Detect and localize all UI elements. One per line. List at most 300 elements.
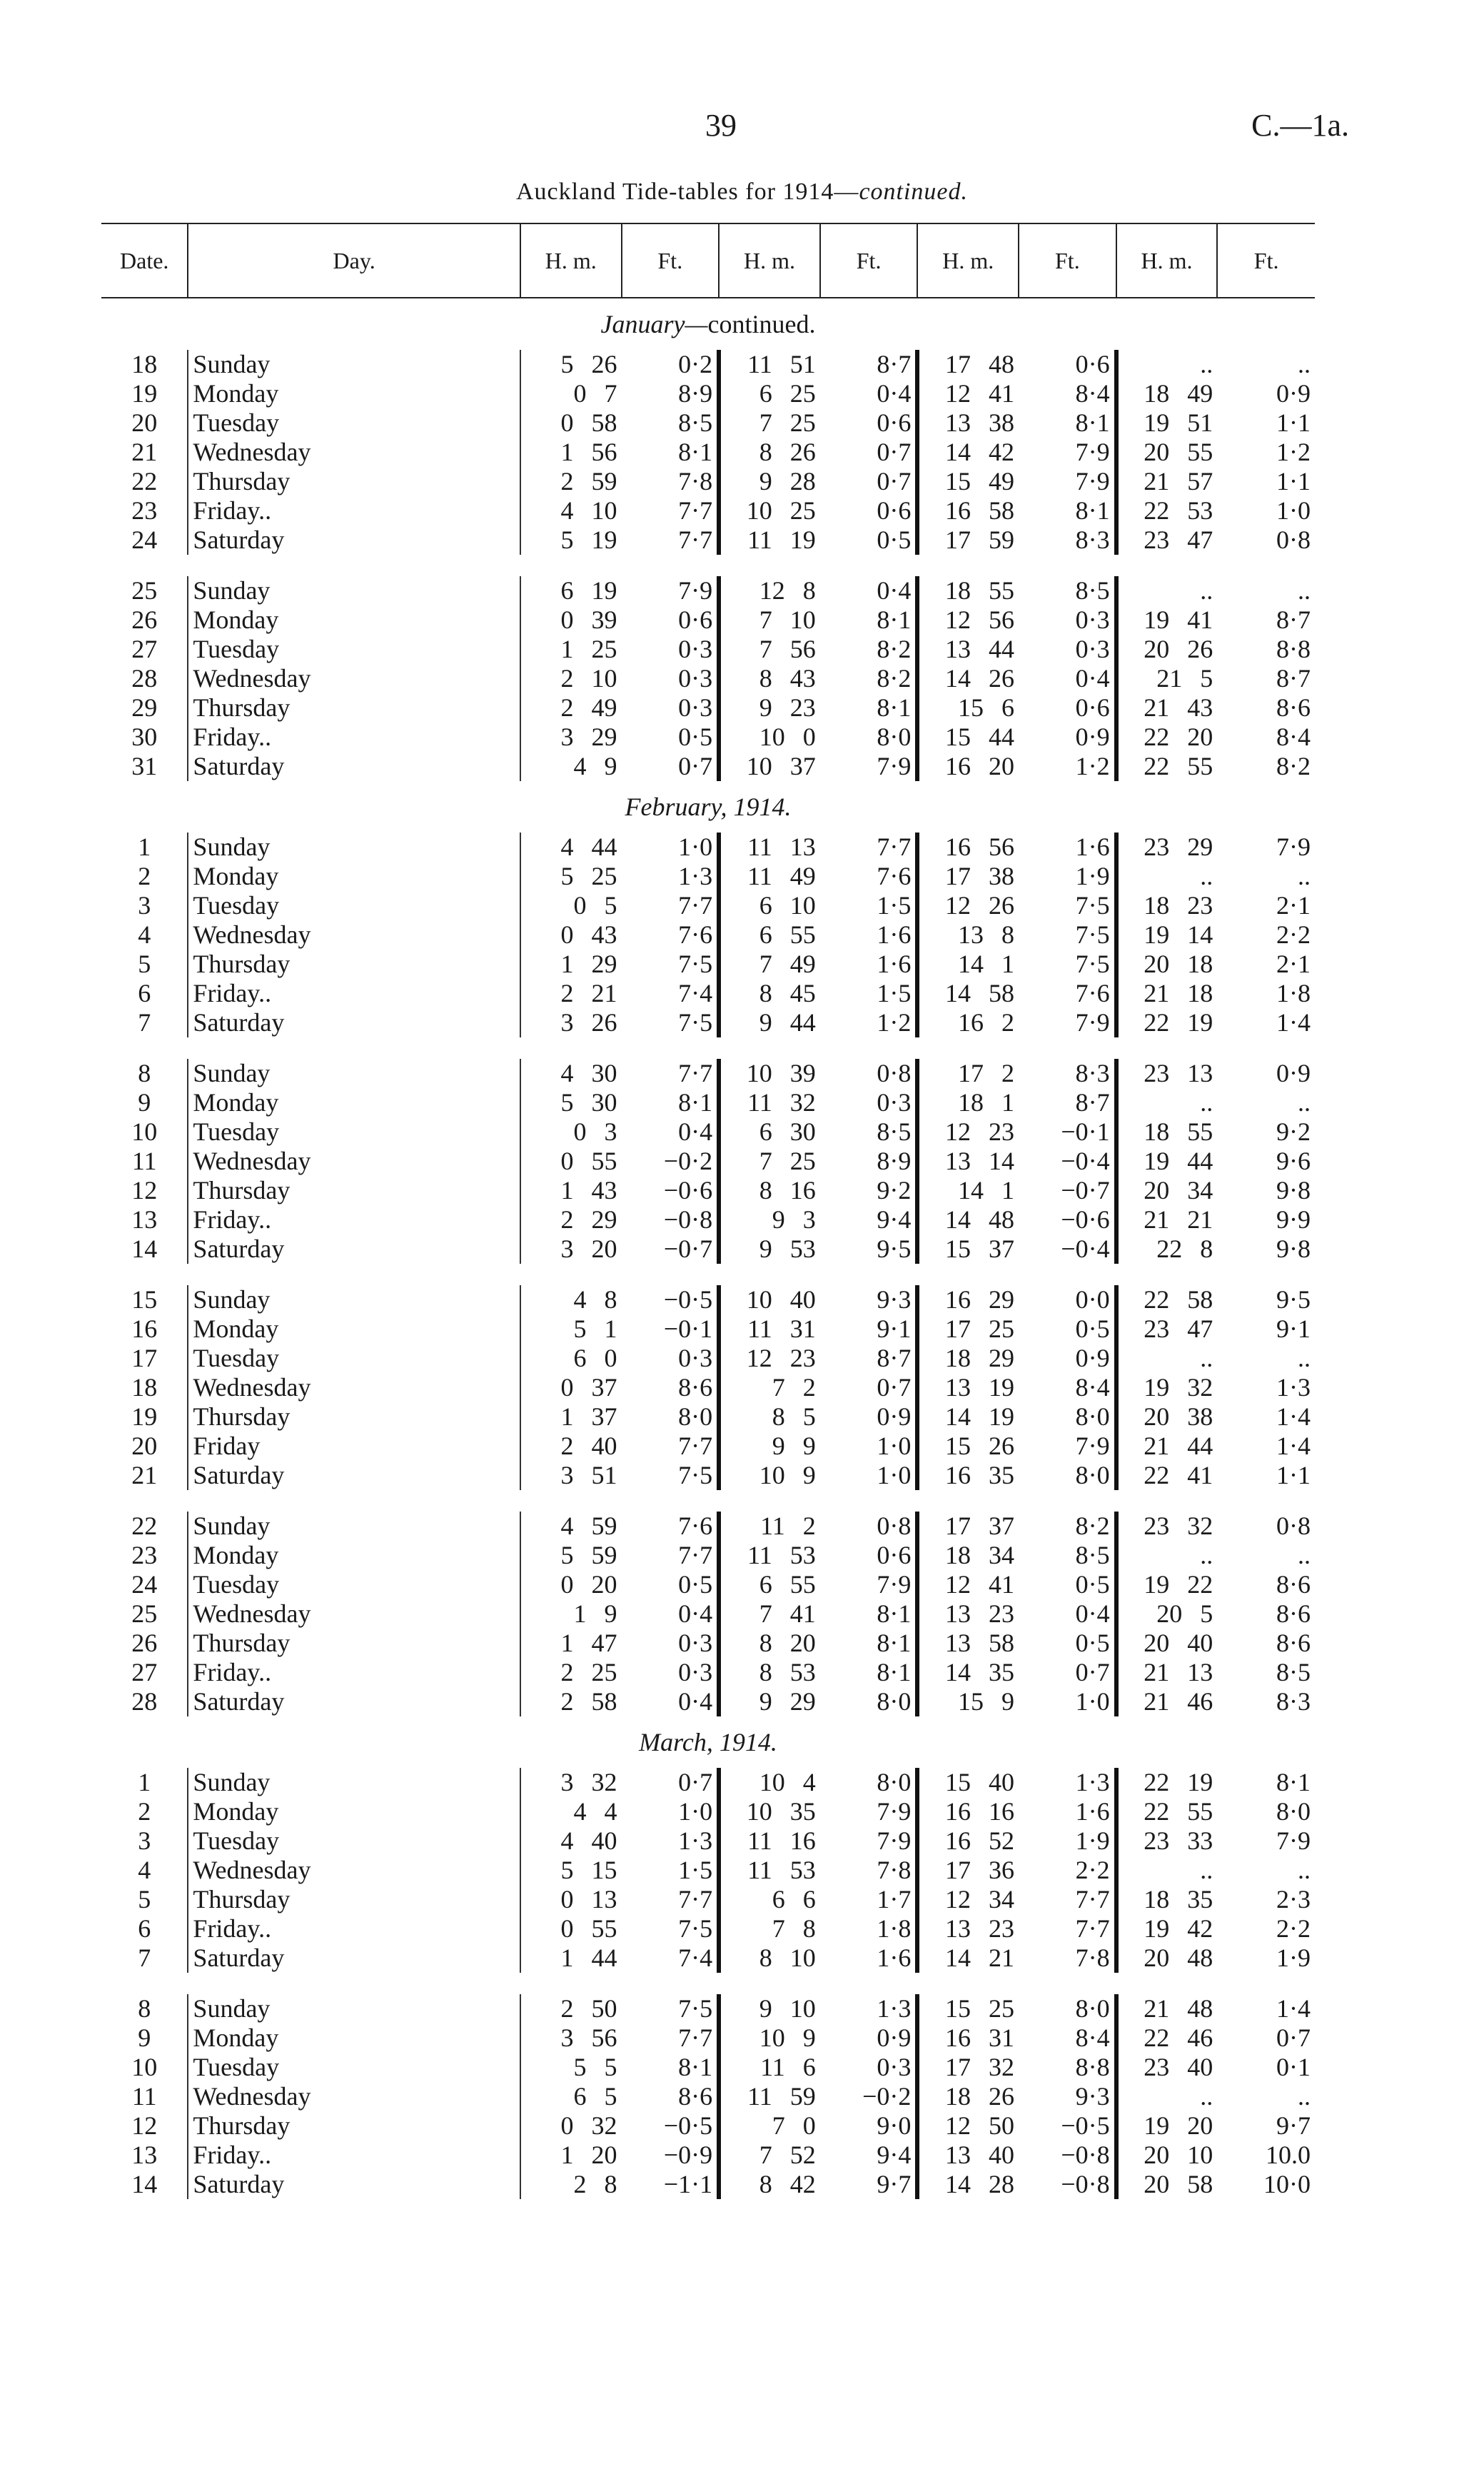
day-name: Sunday [193,350,271,378]
height-cell: 0·9 [1075,1344,1110,1372]
date-cell: 11 [131,2082,157,2111]
height-cell: 0·7 [877,1373,912,1402]
time-cell: 21 43 [1116,693,1218,723]
height-cell: 7·7 [678,526,713,554]
day-cell [188,1797,520,1826]
height-cell: −0·4 [1061,1147,1110,1175]
time-cell: 22 53 [1116,496,1218,526]
height-cell: −0·7 [1061,1176,1110,1205]
height-cell: 0·4 [678,1117,713,1146]
day-name: Wednesday [193,1856,311,1884]
day-cell [188,2053,520,2082]
time-cell: 4 9 [520,752,622,781]
time-cell: 23 33 [1116,1826,1218,1856]
time-cell: 22 19 [1116,1008,1218,1037]
day-cell [188,467,520,496]
height-cell: .. [1298,1344,1311,1372]
day-name: Tuesday [193,891,280,920]
height-cell: 7·7 [678,1885,713,1914]
day-cell [188,526,520,555]
height-cell: −1·1 [663,2170,713,2198]
day-name: Wednesday [193,664,311,693]
height-cell: 7·7 [678,2023,713,2052]
height-cell: 1·9 [1075,862,1110,890]
height-cell: 7·4 [678,979,713,1007]
height-cell: 8·0 [1075,1994,1110,2023]
height-cell: 8·9 [877,1147,912,1175]
height-cell: −0·1 [1061,1117,1110,1146]
date-cell: 22 [131,467,158,496]
height-cell: 0·7 [1276,2023,1311,2052]
height-cell: 7·6 [678,920,713,949]
height-cell: 8·1 [877,1629,912,1657]
height-cell: 8·1 [877,693,912,722]
day-name: Sunday [193,1768,271,1796]
height-cell: 2·2 [1276,1914,1311,1943]
time-cell: 9 9 [719,1432,820,1461]
day-cell [188,1856,520,1885]
height-cell: 7·4 [678,1944,713,1972]
height-cell: 1·0 [678,1797,713,1826]
time-cell: 7 56 [719,635,820,664]
time-cell: 5 19 [520,526,622,555]
table-row [101,2023,1315,2053]
time-cell: 0 3 [520,1117,622,1147]
header-height-2: Ft. [820,223,918,298]
height-cell: 7·7 [678,496,713,525]
time-cell: 18 55 [1116,1117,1218,1147]
time-cell: 1 29 [520,950,622,979]
date-cell: 19 [131,379,158,408]
height-cell: 0·8 [877,1512,912,1540]
week-spacer [101,555,1315,576]
day-cell [188,1373,520,1402]
height-cell: 9·5 [1276,1285,1311,1314]
time-cell: 22 20 [1116,723,1218,752]
table-row [101,1117,1315,1147]
time-cell: 3 32 [520,1768,622,1797]
time-cell: .. [1116,1088,1218,1117]
table-row [101,1570,1315,1599]
table-row [101,1235,1315,1264]
height-cell: 7·8 [877,1856,912,1884]
time-cell: 14 21 [917,1944,1019,1973]
day-name: Friday.. [193,979,272,1007]
time-cell: 2 29 [520,1205,622,1235]
table-row [101,920,1315,950]
time-cell: 19 20 [1116,2111,1218,2141]
day-cell [188,576,520,605]
time-cell: 3 29 [520,723,622,752]
week-spacer-cell [101,1037,1315,1059]
height-cell: 1·2 [877,1008,912,1037]
height-cell: 0·4 [678,1599,713,1628]
date-cell: 21 [131,438,158,466]
height-cell: 7·8 [678,467,713,496]
height-cell: 0·4 [1075,1599,1110,1628]
day-name: Tuesday [193,1826,280,1855]
height-cell: 7·6 [1075,979,1110,1007]
day-cell [188,1285,520,1314]
height-cell: 0·8 [1276,1512,1311,1540]
table-row [101,2053,1315,2082]
day-name: Sunday [193,1285,271,1314]
height-cell: 1·4 [1276,1994,1311,2023]
height-cell: 8·1 [1075,408,1110,437]
height-cell: 0·4 [877,379,912,408]
time-cell: 11 53 [719,1856,820,1885]
height-cell: 1·5 [877,891,912,920]
day-name: Saturday [193,1944,285,1972]
week-spacer [101,1973,1315,1994]
day-name: Monday [193,1314,279,1343]
time-cell: 14 48 [917,1205,1019,1235]
time-cell: 19 51 [1116,408,1218,438]
time-cell: 1 37 [520,1402,622,1432]
time-cell: 7 49 [719,950,820,979]
header-height-3: Ft. [1019,223,1116,298]
header-day: Day. [188,223,520,298]
time-cell: 5 15 [520,1856,622,1885]
day-cell [188,1768,520,1797]
day-cell [188,664,520,693]
table-row [101,1541,1315,1570]
height-cell: 1·1 [1276,408,1311,437]
table-row [101,1285,1315,1314]
date-cell: 13 [131,1205,158,1234]
table-row [101,752,1315,781]
time-cell: 2 40 [520,1432,622,1461]
time-cell: 0 58 [520,408,622,438]
height-cell: 0·8 [877,1059,912,1087]
table-row [101,576,1315,605]
table-row [101,526,1315,555]
time-cell: 14 28 [917,2170,1019,2199]
table-row [101,1658,1315,1687]
header-time-3: H. m. [917,223,1019,298]
time-cell: 12 23 [719,1344,820,1373]
time-cell: 16 2 [917,1008,1019,1037]
time-cell: 10 39 [719,1059,820,1088]
height-cell: 1·0 [678,833,713,861]
day-name: Thursday [193,2111,291,2140]
height-cell: 8·1 [1276,1768,1311,1796]
table-row [101,1461,1315,1490]
time-cell: 11 19 [719,526,820,555]
time-cell: 10 0 [719,723,820,752]
table-row [101,1432,1315,1461]
time-cell: 22 46 [1116,2023,1218,2053]
height-cell: 1·4 [1276,1008,1311,1037]
height-cell: −0·5 [663,1285,713,1314]
time-cell: 21 13 [1116,1658,1218,1687]
time-cell: 17 36 [917,1856,1019,1885]
date-cell: 8 [138,1994,151,2023]
time-cell: 16 52 [917,1826,1019,1856]
table-row [101,1147,1315,1176]
height-cell: 8·9 [678,379,713,408]
height-cell: −0·5 [663,2111,713,2140]
time-cell: 8 16 [719,1176,820,1205]
height-cell: 0·3 [1075,605,1110,634]
day-cell [188,1461,520,1490]
day-cell [188,1629,520,1658]
table-row [101,408,1315,438]
date-cell: 14 [131,1235,158,1263]
date-cell: 23 [131,496,158,525]
date-cell: 1 [138,833,151,861]
time-cell: 19 22 [1116,1570,1218,1599]
date-cell: 20 [131,1432,158,1460]
table-row [101,1344,1315,1373]
time-cell: .. [1116,1856,1218,1885]
time-cell: 18 29 [917,1344,1019,1373]
height-cell: 0·5 [1075,1314,1110,1343]
height-cell: 0·5 [1075,1629,1110,1657]
time-cell: 12 41 [917,379,1019,408]
height-cell: 0·3 [877,1088,912,1117]
time-cell: 1 56 [520,438,622,467]
time-cell: 6 5 [520,2082,622,2111]
height-cell: 8·1 [678,438,713,466]
height-cell: 7·9 [678,576,713,605]
height-cell: 0·5 [1075,1570,1110,1599]
table-row [101,979,1315,1008]
table-row [101,1629,1315,1658]
day-cell [188,1541,520,1570]
day-name: Wednesday [193,920,311,949]
time-cell: 1 43 [520,1176,622,1205]
height-cell: 10·0 [1263,2170,1311,2198]
height-cell: 8·7 [877,350,912,378]
time-cell: 2 58 [520,1687,622,1716]
day-cell [188,1088,520,1117]
time-cell: 18 26 [917,2082,1019,2111]
height-cell: 7·7 [1075,1914,1110,1943]
time-cell: 20 34 [1116,1176,1218,1205]
day-name: Tuesday [193,635,280,663]
height-cell: 0·6 [877,1541,912,1569]
height-cell: .. [1298,1856,1311,1884]
table-row [101,1059,1315,1088]
height-cell: 9·4 [877,1205,912,1234]
table-row [101,1914,1315,1944]
time-cell: 13 44 [917,635,1019,664]
height-cell: 8·3 [1075,526,1110,554]
time-cell: .. [1116,576,1218,605]
time-cell: 10 25 [719,496,820,526]
time-cell: 15 44 [917,723,1019,752]
date-cell: 10 [131,1117,158,1146]
time-cell: 23 47 [1116,1314,1218,1344]
time-cell: 6 6 [719,1885,820,1914]
date-cell: 24 [131,526,158,554]
table-row [101,1944,1315,1973]
date-cell: 2 [138,862,151,890]
time-cell: 20 48 [1116,1944,1218,1973]
time-cell: 6 55 [719,1570,820,1599]
time-cell: 17 48 [917,350,1019,379]
height-cell: 0·0 [1075,1285,1110,1314]
time-cell: 9 3 [719,1205,820,1235]
height-cell: −0·8 [1061,2170,1110,2198]
height-cell: 8·1 [877,1599,912,1628]
time-cell: 6 55 [719,920,820,950]
time-cell: 14 1 [917,950,1019,979]
time-cell: 0 7 [520,379,622,408]
day-name: Saturday [193,1235,285,1263]
day-name: Friday.. [193,1658,272,1686]
day-name: Saturday [193,2170,285,2198]
time-cell: 0 43 [520,920,622,950]
month-name: February, 1914. [625,793,792,821]
day-cell [188,862,520,891]
time-cell: 7 25 [719,408,820,438]
height-cell: 8·6 [1276,1629,1311,1657]
time-cell: 20 58 [1116,2170,1218,2199]
height-cell: 8·2 [877,664,912,693]
time-cell: 3 51 [520,1461,622,1490]
day-name: Thursday [193,1885,291,1914]
height-cell: 9·2 [1276,1117,1311,1146]
height-cell: 7·8 [1075,1944,1110,1972]
time-cell: 7 0 [719,2111,820,2141]
date-cell: 27 [131,1658,158,1686]
time-cell: 2 50 [520,1994,622,2023]
height-cell: 7·5 [678,1461,713,1489]
day-cell [188,1147,520,1176]
height-cell: 7·7 [1075,1885,1110,1914]
height-cell: 9·7 [1276,2111,1311,2140]
date-cell: 30 [131,723,158,751]
date-cell: 23 [131,1541,158,1569]
table-row [101,2111,1315,2141]
header-time-1: H. m. [520,223,622,298]
day-name: Sunday [193,576,271,605]
time-cell: 5 59 [520,1541,622,1570]
table-row [101,891,1315,920]
table-row [101,1314,1315,1344]
day-name: Monday [193,862,279,890]
day-cell [188,379,520,408]
time-cell: 22 55 [1116,752,1218,781]
time-cell: 8 42 [719,2170,820,2199]
table-row [101,379,1315,408]
table-row [101,862,1315,891]
height-cell: 7·5 [1075,950,1110,978]
week-spacer-cell [101,1490,1315,1512]
table-row [101,1994,1315,2023]
time-cell: 15 9 [917,1687,1019,1716]
time-cell: 11 31 [719,1314,820,1344]
day-name: Saturday [193,1461,285,1489]
table-row [101,2141,1315,2170]
height-cell: 0·7 [1075,1658,1110,1686]
time-cell: 16 35 [917,1461,1019,1490]
time-cell: 15 37 [917,1235,1019,1264]
day-cell [188,2023,520,2053]
tide-table [101,223,1315,2199]
time-cell: 22 55 [1116,1797,1218,1826]
height-cell: 7·7 [678,1432,713,1460]
height-cell: 8·0 [877,723,912,751]
day-cell [188,1994,520,2023]
time-cell: 11 16 [719,1826,820,1856]
day-name: Sunday [193,1512,271,1540]
day-name: Saturday [193,1687,285,1716]
table-row [101,1008,1315,1037]
table-row [101,605,1315,635]
day-cell [188,2111,520,2141]
time-cell: 0 37 [520,1373,622,1402]
day-cell [188,1176,520,1205]
time-cell: 18 35 [1116,1885,1218,1914]
time-cell: 4 44 [520,833,622,862]
height-cell: 7·5 [678,1914,713,1943]
time-cell: 12 23 [917,1117,1019,1147]
height-cell: 9·5 [877,1235,912,1263]
time-cell: 13 58 [917,1629,1019,1658]
height-cell: 0·6 [877,496,912,525]
height-cell: 9·0 [877,2111,912,2140]
height-cell: −0·5 [1061,2111,1110,2140]
day-cell [188,350,520,379]
height-cell: 1·2 [1075,752,1110,780]
height-cell: .. [1298,576,1311,605]
height-cell: 2·1 [1276,891,1311,920]
time-cell: 22 41 [1116,1461,1218,1490]
day-cell [188,723,520,752]
day-name: Wednesday [193,1599,311,1628]
day-cell [188,1512,520,1541]
month-heading [101,1716,1315,1768]
time-cell: 6 25 [719,379,820,408]
height-cell: 8·1 [877,1658,912,1686]
height-cell: .. [1298,862,1311,890]
height-cell: 8·0 [1075,1461,1110,1489]
height-cell: 8·6 [1276,1599,1311,1628]
height-cell: 1·3 [1075,1768,1110,1796]
height-cell: 8·0 [877,1687,912,1716]
height-cell: 1·8 [1276,979,1311,1007]
height-cell: 1·0 [1276,496,1311,525]
time-cell: 9 10 [719,1994,820,2023]
tide-table-body [101,298,1315,2199]
height-cell: 1·6 [877,950,912,978]
date-cell: 29 [131,693,158,722]
height-cell: −0·6 [1061,1205,1110,1234]
height-cell: 9·6 [1276,1147,1311,1175]
time-cell: 5 25 [520,862,622,891]
time-cell: 2 59 [520,467,622,496]
day-cell [188,2170,520,2199]
height-cell: 8·7 [1276,605,1311,634]
height-cell: 0·3 [1075,635,1110,663]
height-cell: 7·9 [877,752,912,780]
table-row [101,496,1315,526]
table-row [101,1373,1315,1402]
time-cell: 1 44 [520,1944,622,1973]
month-heading-row [101,298,1315,350]
height-cell: −0·2 [862,2082,912,2111]
height-cell: 7·5 [678,950,713,978]
date-cell: 3 [138,1826,151,1855]
time-cell: 2 49 [520,693,622,723]
height-cell: 8·4 [1075,1373,1110,1402]
date-cell: 1 [138,1768,151,1796]
day-cell [188,438,520,467]
page-title-suffix: continued. [859,178,969,205]
